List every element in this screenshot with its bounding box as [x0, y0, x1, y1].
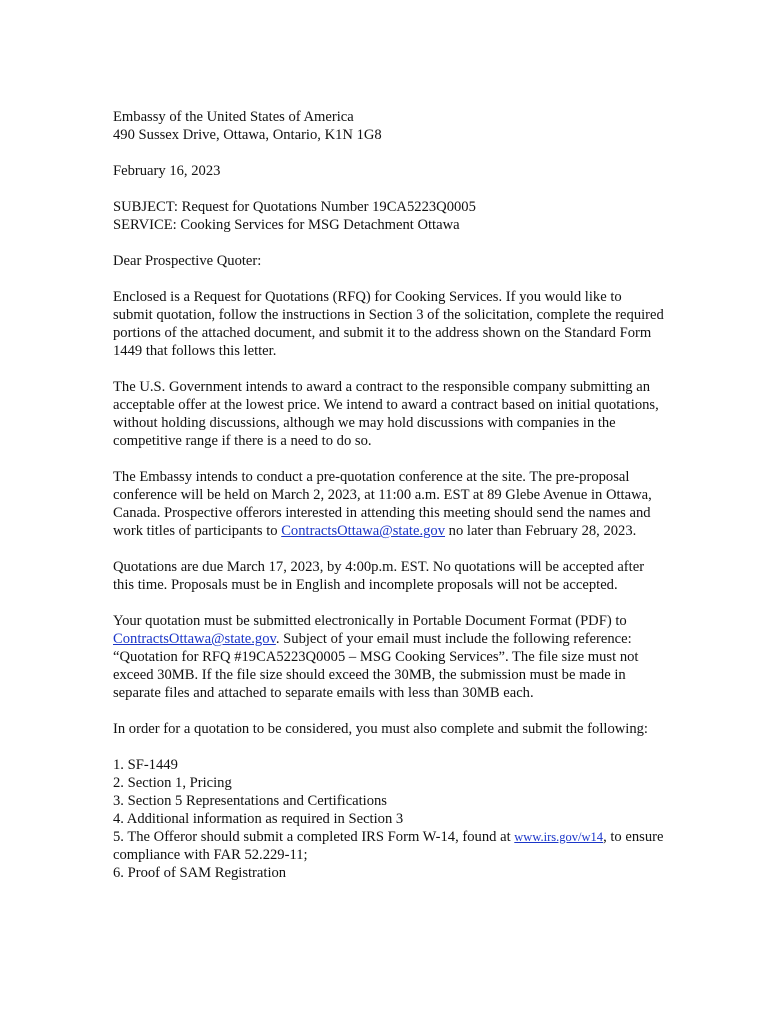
service-line: SERVICE: Cooking Services for MSG Detachment Ottawa	[113, 217, 460, 233]
list-item: 3. Section 5 Representations and Certifications	[113, 793, 387, 809]
paragraph-conference	[113, 468, 665, 540]
list-item: 1. SF-1449	[113, 757, 178, 773]
conference-deadline-text: no later than February 28, 2023.	[445, 523, 637, 539]
contracts-email-link[interactable]: ContractsOttawa@state.gov	[281, 523, 445, 539]
list-item: 2. Section 1, Pricing	[113, 775, 232, 791]
list-item	[113, 828, 665, 864]
sender-name: Embassy of the United States of America	[113, 109, 354, 125]
paragraph-award-intent: The U.S. Government intends to award a contract to the responsible company submitting an acceptable offer at the lowest price. We intend to award a contract based on initial quotations, without holding discussions, although we may hold discussions with companies in the competitive range if there is a need to do so.	[113, 379, 659, 449]
w14-compliance-text: , to ensure compliance with FAR 52.229-11;	[113, 829, 664, 863]
irs-w14-link[interactable]: www.irs.gov/w14	[514, 830, 604, 844]
paragraph-due-date: Quotations are due March 17, 2023, by 4:00p.m. EST. No quotations will be accepted after this time. Proposals must be in English and incomplete proposals will not be accepted.	[113, 559, 645, 593]
w14-text: 5. The Offeror should submit a completed IRS Form W-14, found at	[113, 829, 515, 845]
submission-text: Your quotation must be submitted electronically in Portable Document Format (PDF) to	[113, 613, 627, 629]
paragraph-submission	[113, 612, 665, 702]
salutation: Dear Prospective Quoter:	[113, 253, 262, 269]
requirements-list	[113, 756, 665, 882]
letter-date: February 16, 2023	[113, 163, 221, 179]
list-item: 6. Proof of SAM Registration	[113, 865, 287, 881]
sender-block	[113, 108, 665, 144]
sender-address: 490 Sussex Drive, Ottawa, Ontario, K1N 1G8	[113, 127, 382, 143]
conference-text: The Embassy intends to conduct a pre-quotation conference at the site. The pre-proposal conference will be held on March 2, 2023, at 11:00 a.m. EST at 89 Glebe Avenue in Ottawa, Canada. Prospective offerors interested in attending this meeting should send the names and work titles of participants to	[113, 469, 652, 539]
letter-body	[113, 108, 665, 882]
submission-details-text: . Subject of your email must include the following reference: “Quotation for RFQ #19CA5223Q0005 – MSG Cooking Services”. The file size must not exceed 30MB. If the file size should exceed the 30MB, the submission must be made in separate files and attached to separate emails with less than 30MB each.	[113, 631, 639, 701]
paragraph-requirements-intro: In order for a quotation to be considered, you must also complete and submit the following:	[113, 721, 648, 737]
subject-line: SUBJECT: Request for Quotations Number 19CA5223Q0005	[113, 199, 476, 215]
paragraph-rfq-enclosed: Enclosed is a Request for Quotations (RFQ) for Cooking Services. If you would like to submit quotation, follow the instructions in Section 3 of the solicitation, complete the required portions of the attached document, and submit it to the address shown on the Standard Form 1449 that follows this letter.	[113, 289, 664, 359]
submission-email-link[interactable]: ContractsOttawa@state.gov	[113, 631, 276, 647]
list-item: 4. Additional information as required in Section 3	[113, 811, 404, 827]
subject-block	[113, 198, 665, 234]
